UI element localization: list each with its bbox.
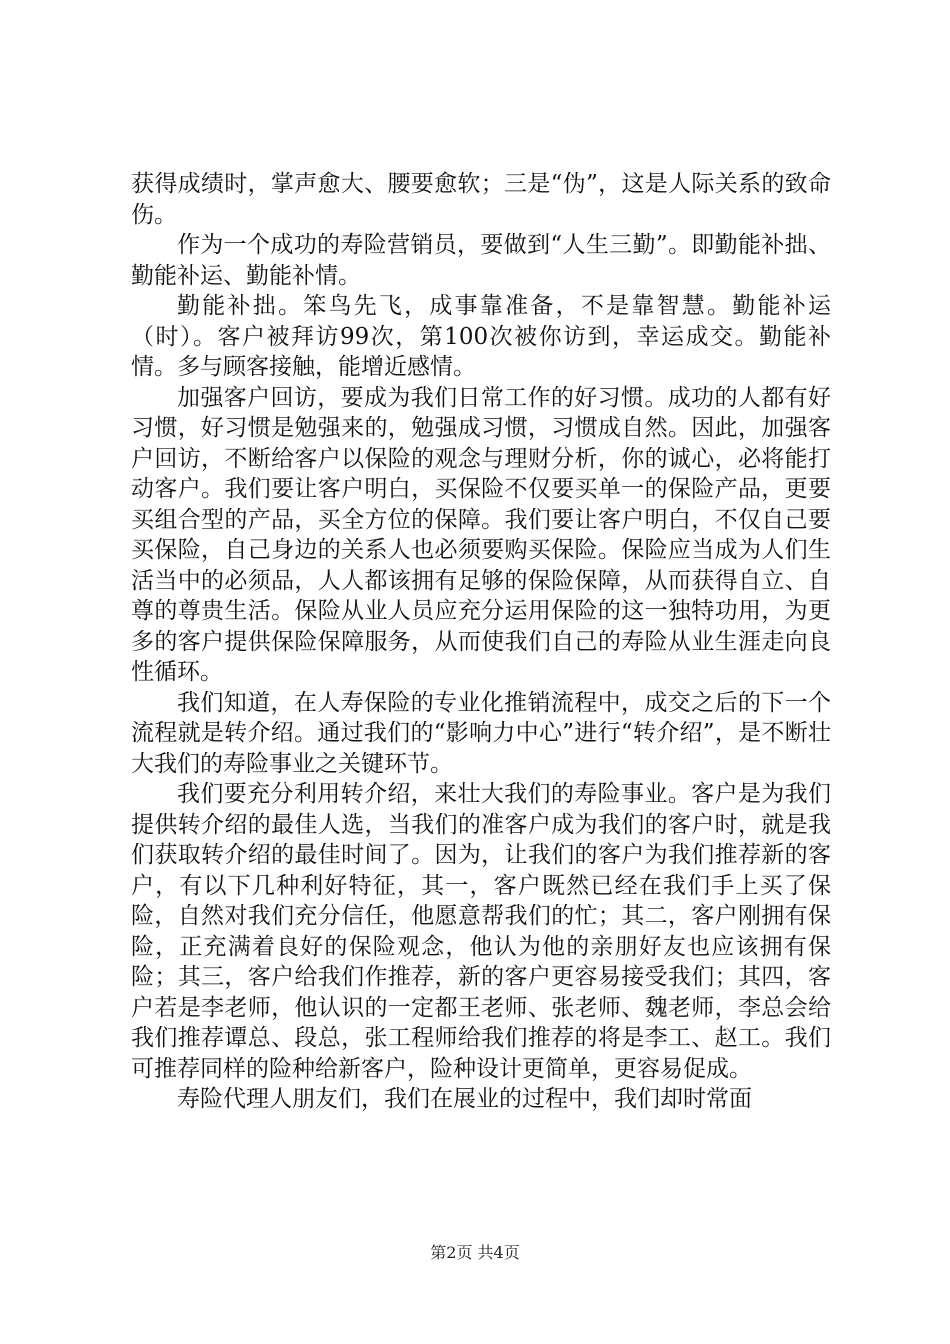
paragraph-continued: 获得成绩时，掌声愈大、腰要愈软；三是“伪”，这是人际关系的致命伤。 bbox=[131, 171, 831, 228]
paragraph: 作为一个成功的寿险营销员，要做到“人生三勤”。即勤能补拙、勤能补运、勤能补情。 bbox=[131, 232, 831, 289]
paragraph: 加强客户回访，要成为我们日常工作的好习惯。成功的人都有好习惯，好习惯是勉强来的，勉强成习惯，习惯成自然。因此，加强客户回访，不断给客户以保险的观念与理财分析，你的诚心，必将能打动客户。我们要让客户明白，买保险不仅要买单一的保险产品，更要买组合型的产品，买全方位的保障。我们要让客户明白，不仅自己要买保险，自己身边的关系人也必须要购买保险。保险应当成为人们生活当中的必须品，人人都该拥有足够的保险保障，从而获得自立、自尊的尊贵生活。保险从业人员应充分运用保险的这一独特功用，为更多的客户提供保险保障服务，从而使我们自己的寿险从业生涯走向良性循环。 bbox=[131, 384, 831, 685]
paragraph: 寿险代理人朋友们，我们在展业的过程中，我们却时常面 bbox=[177, 1086, 752, 1112]
paragraph: 我们要充分利用转介绍，来壮大我们的寿险事业。客户是为我们提供转介绍的最佳人选，当我们的准客户成为我们的客户时，就是我们获取转介绍的最佳时间了。因为，让我们的客户为我们推荐新的客户，有以下几种利好特征，其一，客户既然已经在我们手上买了保险，自然对我们充分信任，他愿意帮我们的忙；其二，客户刚拥有保险，正充满着良好的保险观念，他认为他的亲朋好友也应该拥有保险；其三，客户给我们作推荐，新的客户更容易接受我们；其四，客户若是李老师，他认识的一定都王老师、张老师、魏老师，李总会给我们推荐谭总、段总，张工程师给我们推荐的将是李工、赵工。我们可推荐同样的险种给新客户，险种设计更简单，更容易促成。 bbox=[131, 781, 831, 1082]
paragraph: 勤能补拙。笨鸟先飞，成事靠准备，不是靠智慧。勤能补运（时）。客户被拜访99次，第100次被你访到，幸运成交。勤能补情。多与顾客接触，能增近感情。 bbox=[131, 293, 831, 380]
document-body bbox=[131, 169, 831, 1115]
page-number-footer: 第2页 共4页 bbox=[430, 1243, 520, 1262]
paragraph: 我们知道，在人寿保险的专业化推销流程中，成交之后的下一个流程就是转介绍。通过我们的“影响力中心”进行“转介绍”，是不断壮大我们的寿险事业之关键环节。 bbox=[131, 689, 831, 777]
